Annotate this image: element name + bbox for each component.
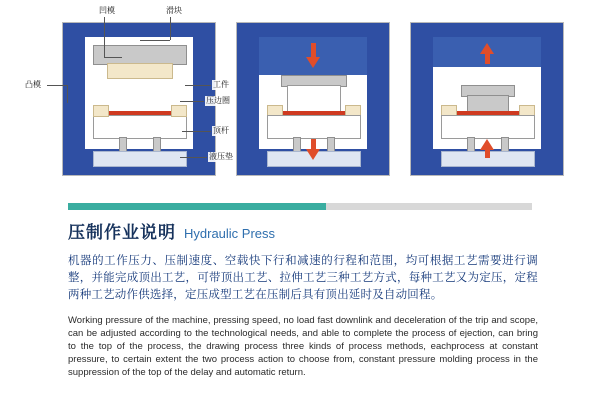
blank-holder-ring-right [171,105,187,117]
leader-slide-v [170,17,171,40]
hydraulic-cushion [93,151,187,167]
frame-crown [259,23,367,37]
description-paragraph-cn: 机器的工作压力、压制速度、空载快下行和减速的行程和范围，均可根据工艺需要进行调整，并能完成顶出工艺，可带顶出工艺、拉伸工艺三种工艺方式，每种工艺又为定压，定程两种工艺动作供选择，定压成型工艺在压制后具有顶出延时及自动回程。 [68,255,538,301]
page-title-en: Hydraulic Press [184,226,276,241]
frame-column-right [541,23,563,175]
press-stage-open [62,22,216,176]
leader-hydraulic-cushion [180,157,207,158]
cushion-down-arrow-head [306,149,320,160]
leader-slide-h [140,40,170,41]
up-arrow-head [480,43,494,54]
section-divider [68,203,532,210]
female-die-block [93,115,187,139]
callout-blank-holder: 压边圈 [206,96,230,105]
leader-ejector-pin [182,131,211,132]
divider-accent-segment [68,203,326,210]
divider-grey-segment [326,203,532,210]
description-paragraph-en: Working pressure of the machine, pressing speed, no load fast downlink and deceleration of the trip and scope, can be adjusted according to the technological needs, and able to complete the process of ejection, can bring to the top of the process, the drawing process three kinds of process methods, eachprocess at constant pressure, to certain extent the two process action to choose from, constant pressure molding process in the suppression of the top of the delay and automatic return. [68,315,538,378]
frame-crown [433,23,541,37]
callout-male-die: 凸模 [25,80,41,89]
cushion-up-arrow-head [480,139,494,150]
workpiece-sheet [107,111,171,115]
press-stage-pressing [236,22,390,176]
leader-workpiece [185,85,211,86]
down-arrow-stem [311,43,316,57]
frame-column-left [411,23,433,175]
callout-workpiece: 工件 [213,80,229,89]
female-die-block [267,115,361,139]
callout-female-die: 凹模 [99,6,115,15]
down-arrow-head [306,57,320,68]
blank-holder-ring [93,105,109,117]
callout-slide: 滑块 [166,6,182,15]
cushion-up-arrow-stem [485,150,490,158]
frame-crown [85,23,193,37]
press-stage-ejecting [410,22,564,176]
up-arrow-stem [485,54,490,64]
leader-male-die-v [67,85,68,103]
section-title [68,218,538,243]
frame-column-right [367,23,389,175]
male-die-block [107,63,173,79]
callout-hydraulic-cushion: 液压垫 [209,152,233,161]
slide-block [93,45,187,65]
leader-female-die-h [104,57,122,58]
description-section [68,218,538,379]
callout-ejector-pin: 顶杆 [213,126,229,135]
page-title-cn: 压制作业说明 [68,223,176,242]
leader-blank-holder [180,101,204,102]
leader-female-die [104,17,105,57]
frame-column-left [237,23,259,175]
leader-male-die-h [47,85,67,86]
female-die-block [441,115,535,139]
cushion-down-arrow-stem [311,139,316,149]
